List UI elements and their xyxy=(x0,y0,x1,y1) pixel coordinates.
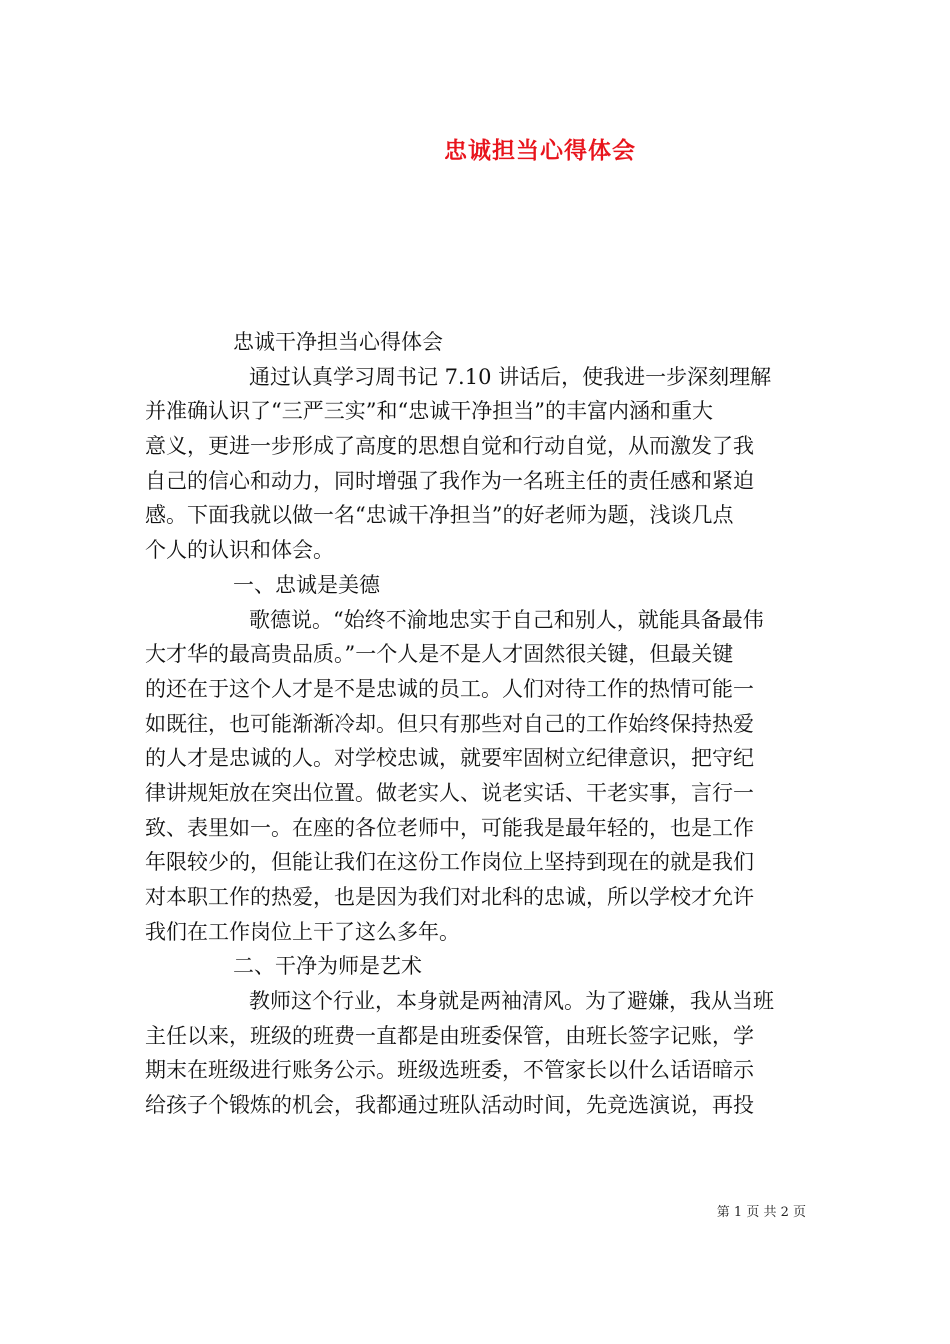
text-line: 自己的信心和动力，同时增强了我作为一名班主任的责任感和紧迫 xyxy=(145,468,754,493)
text-line: 期末在班级进行账务公示。班级选班委，不管家长以什么话语暗示 xyxy=(145,1058,754,1083)
section-heading-2: 二、干净为师是艺术 xyxy=(233,954,422,979)
text-line: 个人的认识和体会。 xyxy=(145,538,334,563)
text-line: 律讲规矩放在突出位置。做老实人、说老实话、干老实事，言行一 xyxy=(145,780,754,805)
page-footer: 第 1 页 共 2 页 xyxy=(716,1205,806,1220)
text-line: 歌德说。“始终不渝地忠实于自己和别人，就能具备最伟 xyxy=(249,607,764,632)
text-line: 年限较少的，但能让我们在这份工作岗位上坚持到现在的就是我们 xyxy=(145,850,754,875)
text-line: 致、表里如一。在座的各位老师中，可能我是最年轻的，也是工作 xyxy=(145,815,754,840)
document-subtitle: 忠诚干净担当心得体会 xyxy=(233,330,443,354)
text-line: 的人才是忠诚的人。对学校忠诚，就要牢固树立纪律意识，把守纪 xyxy=(145,746,754,771)
text-line: 通过认真学习周书记 7.10 讲话后，使我进一步深刻理解 xyxy=(249,364,772,389)
text-line: 的还在于这个人才是不是忠诚的员工。人们对待工作的热情可能一 xyxy=(145,676,754,701)
page-title: 忠诚担当心得体会 xyxy=(444,137,636,164)
paragraph-loyalty xyxy=(145,603,809,950)
text-line: 主任以来，班级的班费一直都是由班委保管，由班长签字记账，学 xyxy=(145,1023,754,1048)
text-line: 给孩子个锻炼的机会，我都通过班队活动时间，先竞选演说，再投 xyxy=(145,1093,754,1118)
text-line: 如既往，也可能渐渐冷却。但只有那些对自己的工作始终保持热爱 xyxy=(145,711,754,736)
text-line: 并准确认识了“三严三实”和“忠诚干净担当”的丰富内涵和重大 xyxy=(145,399,713,424)
text-line: 意义，更进一步形成了高度的思想自觉和行动自觉，从而激发了我 xyxy=(145,434,754,459)
section-heading-1: 一、忠诚是美德 xyxy=(233,572,380,597)
text-line: 大才华的最高贵品质。”一个人是不是人才固然很关键，但最关键 xyxy=(145,642,734,667)
text-line: 我们在工作岗位上干了这么多年。 xyxy=(145,919,460,944)
text-line: 感。下面我就以做一名“忠诚干净担当”的好老师为题，浅谈几点 xyxy=(145,503,734,528)
paragraph-integrity xyxy=(145,984,809,1123)
document-body xyxy=(145,325,809,1123)
text-line: 教师这个行业，本身就是两袖清风。为了避嫌，我从当班 xyxy=(249,989,774,1014)
paragraph-intro xyxy=(145,360,809,568)
text-line: 对本职工作的热爱，也是因为我们对北科的忠诚，所以学校才允许 xyxy=(145,885,754,909)
